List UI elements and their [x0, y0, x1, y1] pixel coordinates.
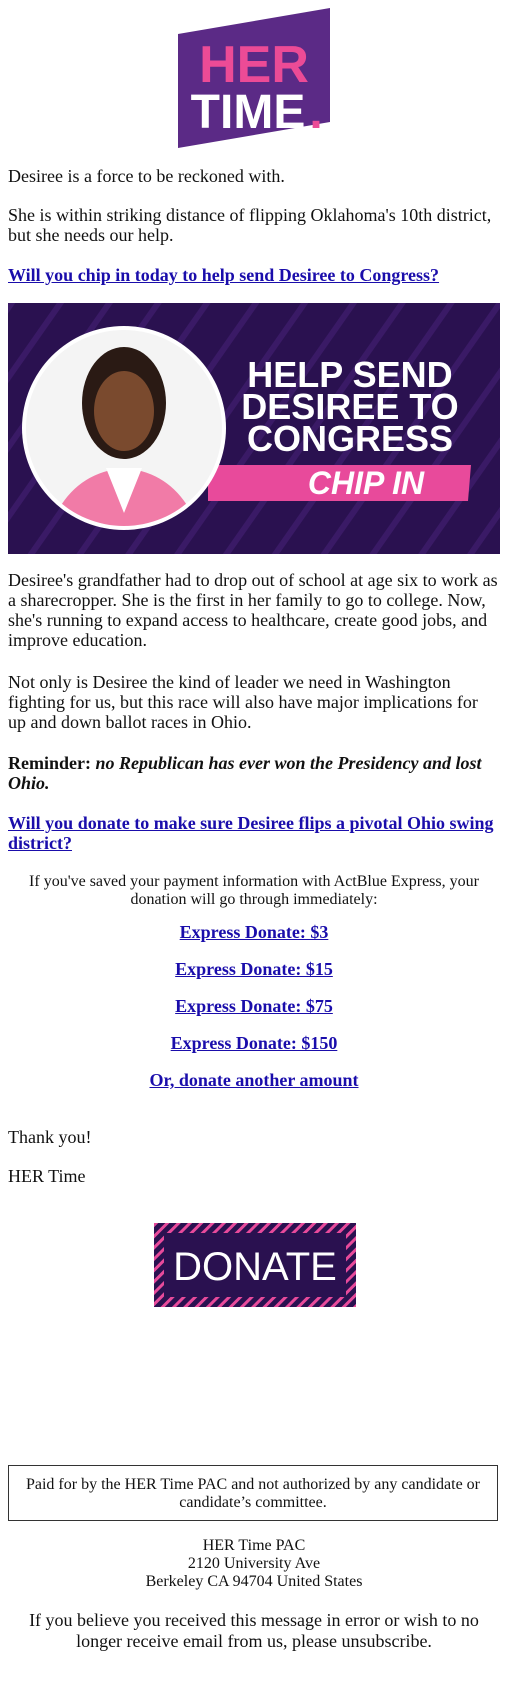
donate-other-amount[interactable]: Or, donate another amount [149, 1070, 359, 1090]
express-donate-15[interactable]: Express Donate: $15 [175, 959, 333, 979]
chip-in-label[interactable]: CHIP IN [307, 465, 425, 501]
express-donate-3[interactable]: Express Donate: $3 [179, 922, 329, 942]
her-time-logo [178, 8, 330, 148]
district-text: She is within striking distance of flipping Oklahoma's 10th district, but she needs our help. [8, 205, 492, 245]
signoff-text: HER Time [8, 1166, 86, 1186]
svg-text:.: . [309, 86, 323, 139]
mailing-address [8, 1537, 500, 1591]
svg-text:HER: HER [199, 36, 309, 94]
paid-for-disclaimer: Paid for by the HER Time PAC and not authorized by any candidate or candidate’s committee. [8, 1465, 498, 1521]
org-name: HER Time PAC [202, 1537, 306, 1554]
cta-link-1[interactable]: Will you chip in today to help send Desiree to Congress? [8, 265, 440, 285]
donate-button[interactable] [154, 1223, 356, 1307]
ohio-text: Not only is Desiree the kind of leader we need in Washington fighting for us, but this race will also have major implications for up and down ballot races in Ohio. [8, 672, 478, 732]
thanks-text: Thank you! [8, 1127, 92, 1147]
svg-text:DONATE: DONATE [173, 1245, 337, 1289]
street: 2120 University Ave [187, 1555, 321, 1572]
city: Berkeley CA 94704 United States [145, 1573, 363, 1590]
svg-text:DESIREE TO: DESIREE TO [241, 386, 459, 427]
actblue-note: If you've saved your payment information with ActBlue Express, your donation will go through immediately: [29, 873, 479, 908]
cta-link-2[interactable]: Will you donate to make sure Desiree flips a pivotal Ohio swing district? [8, 813, 494, 853]
svg-text:CONGRESS: CONGRESS [246, 418, 454, 459]
reminder-text: Reminder: no Republican has ever won the Presidency and lost Ohio. [8, 753, 482, 793]
svg-text:TIME: TIME [190, 86, 306, 139]
unsubscribe-text[interactable]: If you believe you received this message in error or wish to no longer receive email from us, please unsubscribe. [29, 1610, 479, 1651]
express-donate-75[interactable]: Express Donate: $75 [175, 996, 333, 1016]
svg-text:HELP SEND: HELP SEND [247, 354, 453, 395]
express-donate-150[interactable]: Express Donate: $150 [170, 1033, 338, 1053]
bio-text: Desiree's grandfather had to drop out of school at age six to work as a sharecropper. She is the first in her family to go to college. Now, she's running to expand access to healthcare, create good jobs, and improve education. [8, 570, 498, 650]
intro-text: Desiree is a force to be reckoned with. [8, 166, 285, 186]
help-send-desiree-banner[interactable] [8, 303, 500, 554]
